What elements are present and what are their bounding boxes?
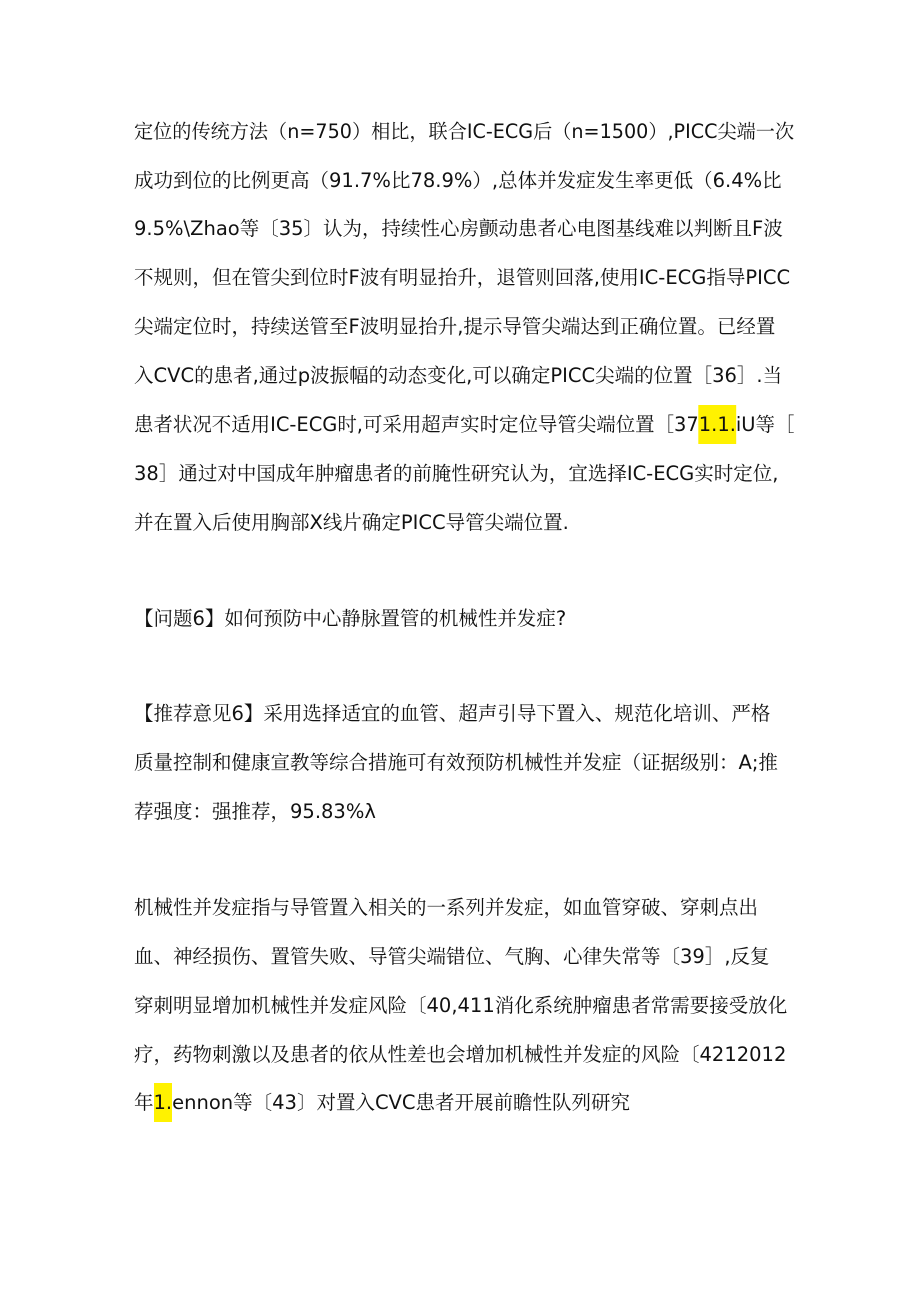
- paragraph-line: [134, 403, 795, 447]
- paragraph-line: 38］通过对中国成年肿瘤患者的前腌性研究认为，宜选择IC-ECG实时定位,: [134, 462, 779, 485]
- paragraph-line: 血、神经损伤、置管失败、导管尖端错位、气胸、心律失常等〔39］,反复: [134, 945, 770, 968]
- paragraph-line: 入CVC的患者,通过p波振幅的动态变化,可以确定PICC尖端的位置［36］.当: [134, 364, 783, 387]
- text-segment: ennon等〔43〕对置入CVC患者开展前瞻性队列研究: [172, 1091, 631, 1114]
- text-segment: 患者状况不适用IC-ECG时,可采用超声实时定位导管尖端位置［37: [134, 413, 699, 436]
- paragraph-line: 机械性并发症指与导管置入相关的一系列并发症，如血管穿破、穿刺点出: [134, 896, 759, 919]
- paragraph-line: 尖端定位时，持续送管至F波明显抬升,提示导管尖端达到正确位置。已经置: [134, 315, 776, 338]
- paragraph-line: [134, 1081, 794, 1125]
- paragraph-line: 成功到位的比例更高（91.7%比78.9%）,总体并发症发生率更低（6.4%比: [134, 169, 782, 192]
- highlighted-text: 1.: [154, 1083, 173, 1122]
- recommendation-line: 荐强度：强推荐，95.83%λ: [134, 800, 376, 823]
- paragraph-line: 不规则，但在管尖到位时F波有明显抬升，退管则回落,使用IC-ECG指导PICC: [134, 266, 791, 289]
- recommendation-line: 【推荐意见6】采用选择适宜的血管、超声引导下置入、规范化培训、严格: [134, 702, 771, 725]
- paragraph-line: 并在置入后使用胸部X线片确定PICC导管尖端位置.: [134, 511, 569, 534]
- highlighted-text: 1.1.: [699, 405, 736, 444]
- text-segment: 年: [134, 1091, 154, 1114]
- question-heading: 【问题6】如何预防中心静脉置管的机械性并发症?: [134, 607, 567, 630]
- paragraph-line: 定位的传统方法（n=750）相比，联合IC-ECG后（n=1500）,PICC尖端一次: [134, 120, 795, 143]
- text-segment: iU等［: [735, 413, 795, 436]
- paragraph-line: 穿刺明显增加机械性并发症风险〔40,411消化系统肿瘤患者常需要接受放化: [134, 994, 788, 1017]
- paragraph-line: 疗，药物刺激以及患者的依从性差也会增加机械性并发症的风险〔4212012: [134, 1043, 787, 1066]
- recommendation-line: 质量控制和健康宣教等综合措施可有效预防机械性并发症（证据级别：A;推: [134, 751, 778, 774]
- paragraph-line: 9.5%\Zhao等〔35〕认为，持续性心房颤动患者心电图基线难以判断且F波: [134, 217, 783, 240]
